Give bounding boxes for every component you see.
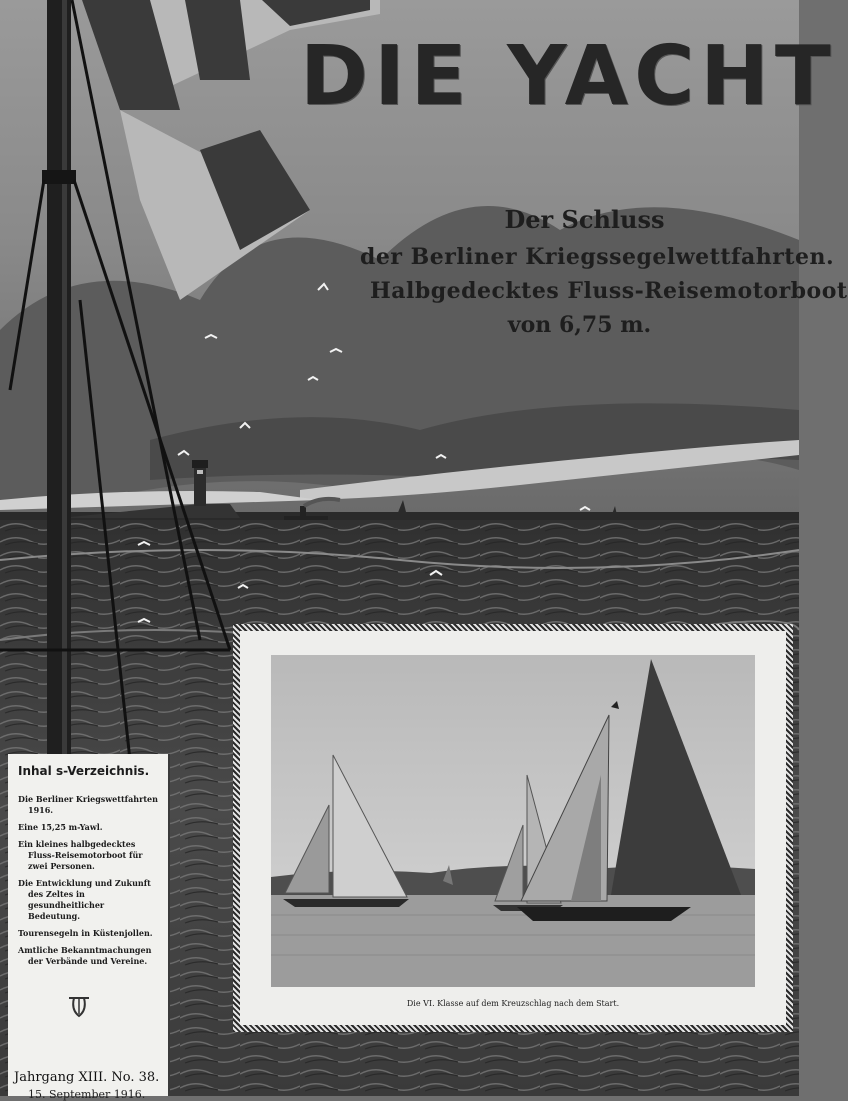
masthead-title: DIE YACHT: [300, 29, 837, 124]
headline-line-2: der Berliner Kriegssegelwettfahrten.: [360, 244, 835, 270]
headline-line-3: Halbgedecktes Fluss-Reisemotorboot: [370, 278, 848, 304]
table-of-contents: [8, 754, 170, 1101]
toc-title: Inhal s-Verzeichnis.: [18, 764, 150, 778]
cover-headlines: [330, 205, 848, 338]
photo-frame: [233, 624, 793, 1032]
headline-line-4: von 6,75 m.: [507, 312, 652, 338]
headline-line-1: Der Schluss: [504, 205, 665, 234]
sailing-photo: [271, 655, 755, 987]
photo-panel: [240, 631, 786, 1025]
mast: [47, 0, 71, 760]
toc-item: Die Entwicklung und Zukunft des Zeltes in gesundheitlicher Bedeutung.: [18, 878, 151, 921]
issue-number: Jahrgang XIII. No. 38.: [14, 1070, 160, 1085]
photo-caption: Die VI. Klasse auf dem Kreuzschlag nach dem Start.: [406, 999, 620, 1008]
toc-item: Ein kleines halbgedecktes Fluss-Reisemotorboot für zwei Personen.: [18, 839, 143, 871]
toc-item: Eine 15,25 m-Yawl.: [18, 822, 103, 832]
issue-date: 15. September 1916.: [28, 1088, 146, 1101]
lighthouse-icon: [192, 460, 208, 506]
toc-item: Tourensegeln in Küstenjollen.: [18, 928, 153, 938]
monogram-logo-icon: [66, 994, 92, 1020]
toc-item: Die Berliner Kriegswettfahrten 1916.: [18, 794, 158, 815]
toc-item: Amtliche Bekanntmachungen der Verbände und Vereine.: [18, 945, 152, 966]
